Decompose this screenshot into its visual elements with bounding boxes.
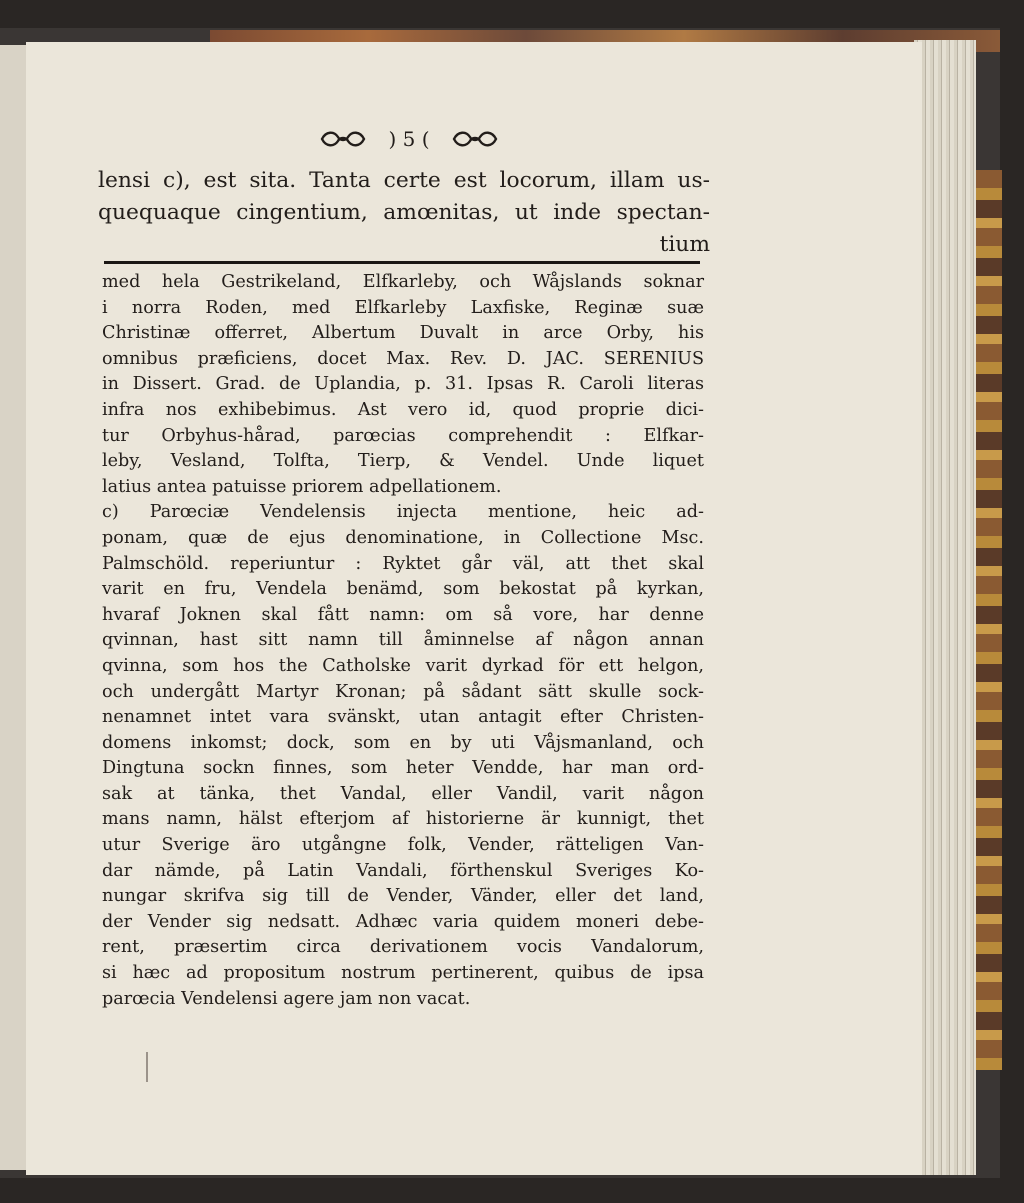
footnote-line: nungar skrifva sig till de Vender, Vänder, eller det land, — [102, 886, 704, 907]
footnote-line: leby, Vesland, Tolfta, Tierp, & Vendel. Unde liquet — [102, 451, 704, 472]
footnote-line: med hela Gestrikeland, Elfkarleby, och Wåjslands soknar — [102, 272, 704, 292]
footnote-line: och undergått Martyr Kronan; på sådant sätt skulle sock- — [102, 681, 704, 702]
facing-page-edge — [0, 45, 26, 1170]
footnote-line: tur Orbyhus-hårad, parœcias comprehendit : Elfkar- — [102, 425, 704, 446]
page-stack-edges — [914, 40, 976, 1175]
footnote-line: ponam, quæ de ejus denominatione, in Collectione Msc. — [102, 527, 704, 548]
right-ornament-icon — [450, 129, 500, 149]
main-text-line: quequaque cingentium, amœnitas, ut inde spectan- — [98, 200, 710, 225]
footnote-line: domens inkomst; dock, som en by uti Våjsmanland, och — [102, 732, 704, 753]
page-header — [274, 124, 544, 154]
footnote-line: i norra Roden, med Elfkarleby Laxfiske, Reginæ suæ — [102, 297, 704, 318]
footnote-line: c) Parœciæ Vendelensis injecta mentione, heic ad- — [102, 502, 704, 523]
footnote-line: rent, præsertim circa derivationem vocis Vandalorum, — [102, 937, 704, 958]
page-blemish — [146, 1052, 148, 1082]
footnote-line: qvinnan, hast sitt namn till åminnelse af någon annan — [102, 630, 704, 651]
footnote-line: varit en fru, Vendela benämd, som bekostat på kyrkan, — [102, 579, 704, 600]
main-text-line: lensi c), est sita. Tanta certe est locorum, illam us- — [98, 168, 710, 193]
footnote-line: der Vender sig nedsatt. Adhæc varia quidem moneri debe- — [102, 911, 704, 932]
catchword: tium — [659, 232, 710, 257]
footnote-line: si hæc ad propositum nostrum pertinerent, quibus de ipsa — [102, 963, 704, 984]
page-number: ) 5 ( — [388, 127, 430, 151]
footnote-rule — [104, 261, 700, 264]
footnote-line: omnibus præficiens, docet Max. Rev. D. JAC. SERENIUS — [102, 348, 704, 369]
footnote-line: mans namn, hälst efterjom af historierne är kunnigt, thet — [102, 809, 704, 830]
footnote-line: dar nämde, på Latin Vandali, förthenskul Sveriges Ko- — [102, 860, 704, 881]
marbled-fore-edge — [972, 170, 1002, 1070]
footnote-line: latius antea patuisse priorem adpellationem. — [102, 476, 502, 497]
footnote-line: sak at tänka, thet Vandal, eller Vandil, varit någon — [102, 783, 704, 804]
footnote-line: nenamnet intet vara svänskt, utan antagit efter Christen- — [102, 707, 704, 728]
footnote-line: qvinna, som hos the Catholske varit dyrkad för ett helgon, — [102, 655, 704, 676]
footnotes — [102, 270, 704, 1012]
footnote-line: in Dissert. Grad. de Uplandia, p. 31. Ipsas R. Caroli literas — [102, 374, 704, 395]
left-ornament-icon — [318, 129, 368, 149]
footnote-line: parœcia Vendelensi agere jam non vacat. — [102, 988, 471, 1009]
footnote-line: utur Sverige äro utgångne folk, Vender, rätteligen Van- — [102, 835, 704, 856]
book-page — [26, 42, 922, 1175]
footnote-line: Palmschöld. reperiuntur : Ryktet går väl, att thet skal — [102, 553, 704, 574]
footnote-line: Christinæ offerret, Albertum Duvalt in arce Orby, his — [102, 323, 704, 344]
footnote-line: Dingtuna sockn finnes, som heter Vendde, har man ord- — [102, 758, 704, 779]
footnote-line: infra nos exhibebimus. Ast vero id, quod proprie dici- — [102, 399, 704, 420]
footnote-line: hvaraf Joknen skal fått namn: om så vore, har denne — [102, 604, 704, 625]
main-text — [98, 165, 710, 261]
